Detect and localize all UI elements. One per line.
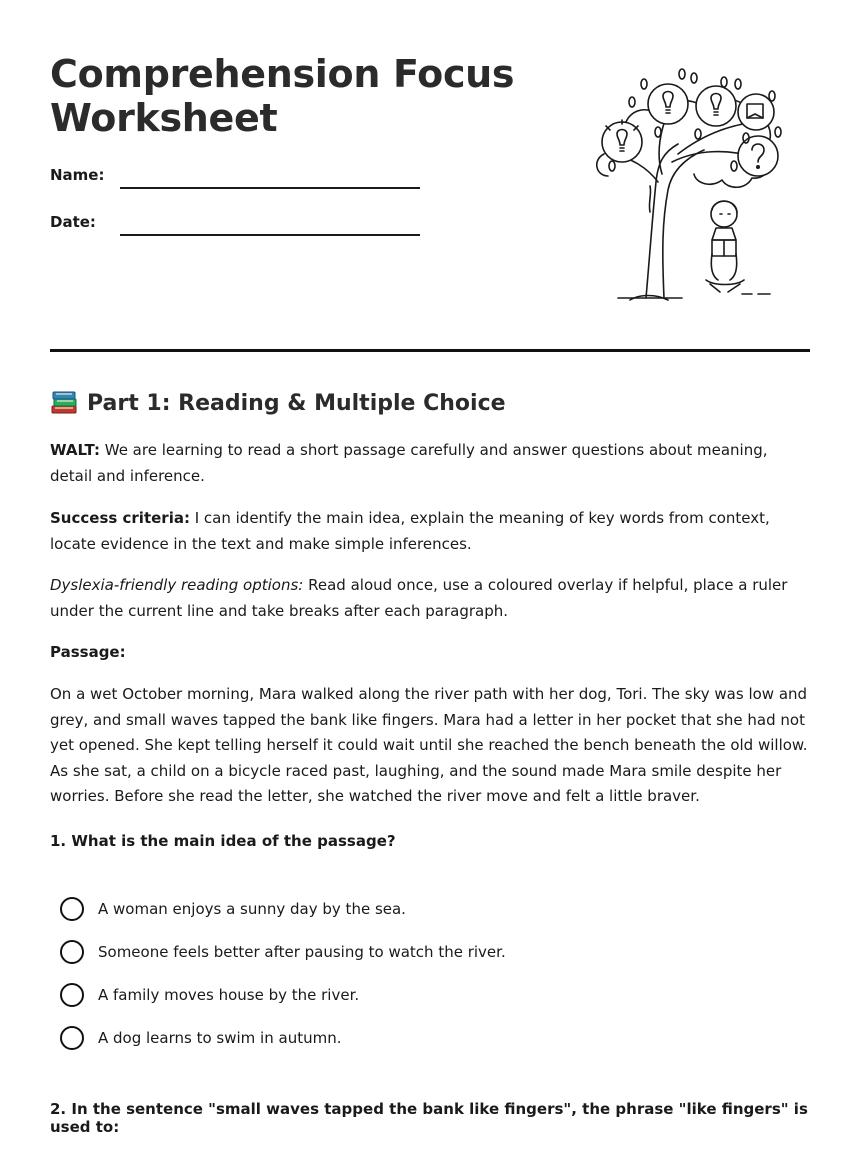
header-divider <box>50 349 810 352</box>
reading-tree-illustration <box>546 62 782 306</box>
question-1: 1. What is the main idea of the passage? <box>50 832 396 850</box>
page-title: Comprehension Focus Worksheet <box>50 52 515 140</box>
date-line[interactable] <box>120 234 420 236</box>
success-criteria-paragraph <box>50 506 810 557</box>
radio-button[interactable] <box>60 897 84 921</box>
date-label: Date: <box>50 213 96 231</box>
walt-paragraph <box>50 438 810 489</box>
dyslexia-options-text: Read aloud once, use a coloured overlay if helpful, place a ruler under the current line and take breaks after each paragraph. <box>50 576 788 620</box>
radio-button[interactable] <box>60 983 84 1007</box>
success-criteria-label: Success criteria: <box>50 509 190 527</box>
passage-label: Passage: <box>50 643 126 661</box>
dyslexia-options-label: Dyslexia-friendly reading options: <box>50 576 304 594</box>
name-label: Name: <box>50 166 105 184</box>
worksheet-header <box>50 0 810 352</box>
question-2: 2. In the sentence "small waves tapped the bank like fingers", the phrase "like fingers" is used to: <box>50 1100 808 1136</box>
option-label: A family moves house by the river. <box>98 986 360 1004</box>
question-1-option-c[interactable] <box>60 982 359 1008</box>
books-icon <box>50 390 78 416</box>
option-label: Someone feels better after pausing to watch the river. <box>98 943 506 961</box>
section-title-text: Part 1: Reading & Multiple Choice <box>87 390 506 416</box>
option-label: A dog learns to swim in autumn. <box>98 1029 342 1047</box>
walt-text: We are learning to read a short passage carefully and answer questions about meaning, detail and inference. <box>50 441 768 485</box>
section-title <box>50 390 506 416</box>
question-1-option-d[interactable] <box>60 1025 341 1051</box>
name-line[interactable] <box>120 187 420 189</box>
dyslexia-options-paragraph <box>50 573 810 624</box>
option-label: A woman enjoys a sunny day by the sea. <box>98 900 406 918</box>
radio-button[interactable] <box>60 940 84 964</box>
passage-text: On a wet October morning, Mara walked along the river path with her dog, Tori. The sky was low and grey, and small waves tapped the bank like fingers. Mara had a letter in her pocket that she had not yet opened. She kept telling herself it could wait until she reached the bench beneath the old willow. As she sat, a child on a bicycle raced past, laughing, and the sound made Mara smile despite her worries. Before she read the letter, she watched the river move and felt a little braver. <box>50 685 808 805</box>
question-1-option-a[interactable] <box>60 896 406 922</box>
success-criteria-text: I can identify the main idea, explain the meaning of key words from context, locate evidence in the text and make simple inferences. <box>50 509 770 553</box>
date-field[interactable] <box>50 213 420 241</box>
question-1-option-b[interactable] <box>60 939 506 965</box>
name-field[interactable] <box>50 166 420 194</box>
walt-label: WALT: <box>50 441 100 459</box>
radio-button[interactable] <box>60 1026 84 1050</box>
